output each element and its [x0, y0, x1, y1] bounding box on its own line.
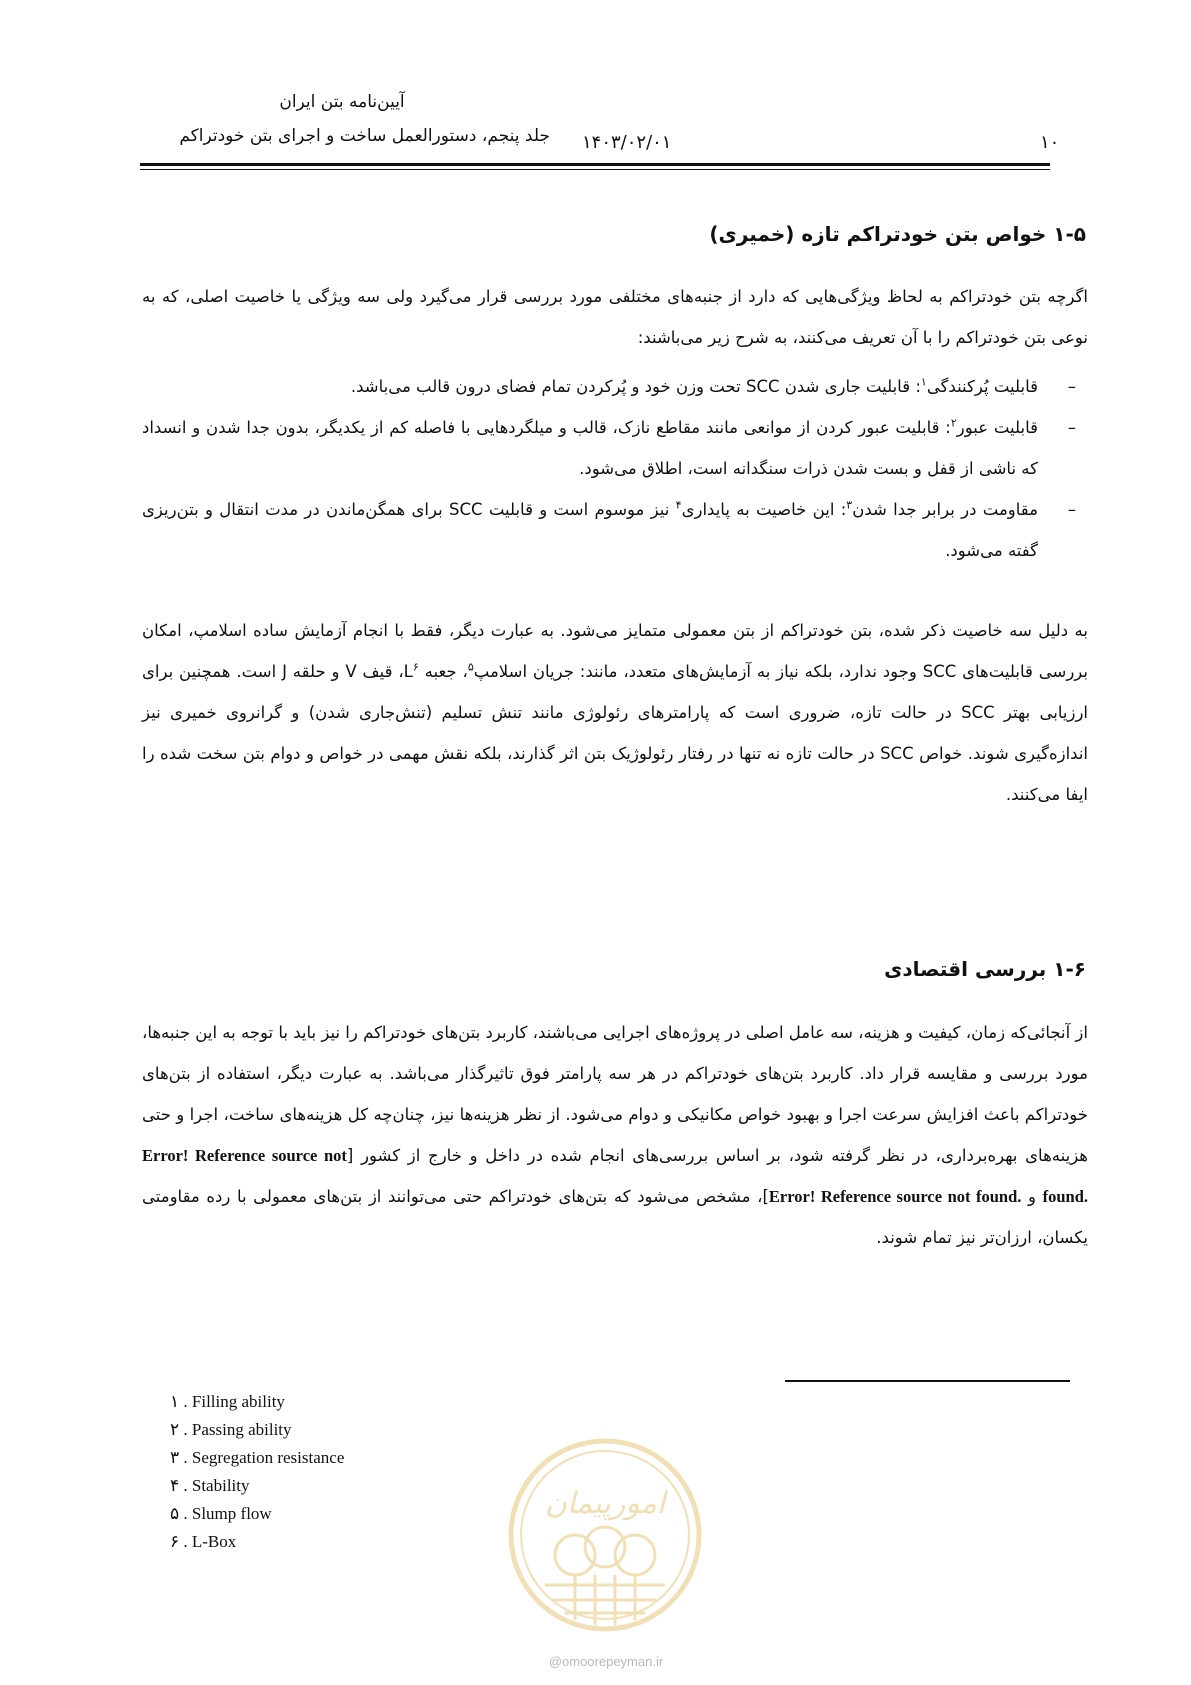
footnote-ref[interactable]: ۲	[950, 416, 957, 430]
revision-date: ۱۴۰۳/۰۲/۰۱	[582, 132, 672, 153]
paragraph-text: از آنجائی‌که زمان، کیفیت و هزینه، سه عامل اصلی در پروژه‌های اجرایی می‌باشند، کاربرد بتن‌های خودتراکم را نیز باید با توجه به این جنبه‌ها، مورد بررسی و مقایسه قرار داد. کاربرد بتن‌های خودتراکم در هر سه پارامتر فوق تاثیرگذار می‌باشد. به عبارت دیگر، استفاده از بتن‌های خودتراکم باعث افزایش سرعت اجرا و بهبود خواص مکانیکی و دوام می‌شود. از نظر هزینه‌ها نیز، چنان‌چه کل هزینه‌های ساخت، اجرا و حتی هزینه‌های بهره‌برداری، در نظر گرفته شود، بر اساس بررسی‌های انجام شده در داخل و خارج از کشور [	[142, 1023, 1089, 1165]
scc-tests-paragraph	[142, 610, 1088, 815]
paragraph-text: به دلیل سه خاصیت ذکر شده، بتن خودتراکم از بتن معمولی متمایز می‌شود. به عبارت دیگر، فقط با انجام آزمایش ساده اسلامپ، امکان بررسی قابلیت‌های SCC وجود ندارد، بلکه نیاز به آزمایش‌های متعدد، مانند: جریان اسلامپ	[142, 621, 1088, 681]
book-title: آیین‌نامه بتن ایران	[279, 92, 405, 112]
footnote-item: ٢ . Passing ability	[170, 1420, 292, 1439]
watermark-url: @omoorepeyman.ir	[548, 1654, 664, 1669]
footnote-ref[interactable]: ۶	[412, 660, 419, 674]
section-heading-fresh-properties: ۱-۵ خواص بتن خودتراکم تازه (خمیری)	[709, 222, 1086, 246]
footnote-item: ۵ . Slump flow	[170, 1504, 272, 1523]
conjunction: و	[1021, 1187, 1043, 1206]
footnote-ref[interactable]: ۴	[675, 498, 682, 512]
reference-error[interactable]: Error! Reference source not found.	[142, 1146, 1088, 1206]
footnote-item: ۴ . Stability	[170, 1476, 250, 1495]
list-item	[142, 407, 1088, 489]
header-rule-thin	[140, 169, 1050, 170]
header-rule-thick	[140, 163, 1050, 166]
list-item	[142, 366, 1088, 407]
footnote-item: ٣ . Segregation resistance	[170, 1448, 345, 1467]
footnote-list	[170, 1388, 344, 1556]
paragraph-text: ، قیف V و حلقه J است. همچنین برای ارزیابی بهتر SCC در حالت تازه، ضروری است که پارامترهای رئولوژی مانند تنش تسلیم (تنش‌جاری شدن) و گرانروی خمیری نیز اندازه‌گیری شوند. خواص SCC در حالت تازه نه تنها در رفتار رئولوژیک بتن اثر گذارند، بلکه نقش مهمی در خواص و دوام بتن سخت شده را ایفا می‌کنند.	[142, 662, 1088, 804]
property-list	[142, 366, 1088, 571]
bullet-text: : این خاصیت به پایداری	[681, 500, 847, 519]
bullet-term: مقاومت در برابر جدا شدن	[852, 500, 1038, 519]
paragraph-text: ]، مشخص می‌شود که بتن‌های خودتراکم حتی می‌توانند از بتن‌های معمولی با رده مقاومتی یکسان، ارزان‌تر نیز تمام شوند.	[142, 1187, 1088, 1247]
footnote-ref[interactable]: ۱	[920, 375, 927, 389]
footnote-separator	[785, 1380, 1070, 1382]
section-heading-economic-review: ۱-۶ بررسی اقتصادی	[884, 957, 1086, 981]
bullet-term: قابلیت عبور	[956, 418, 1038, 437]
footnote-ref[interactable]: ۳	[846, 498, 853, 512]
reference-error[interactable]: Error! Reference source not found.	[768, 1187, 1022, 1206]
footnote-item: ١ . Filling ability	[170, 1392, 285, 1411]
list-item	[142, 489, 1088, 571]
watermark-seal-icon	[505, 1435, 705, 1635]
paragraph-text: ، جعبه L	[403, 662, 468, 681]
bullet-text: : قابلیت جاری شدن SCC تحت وزن خود و پُرکردن تمام فضای درون قالب می‌باشد.	[350, 377, 921, 396]
bullet-text: : قابلیت عبور کردن از موانعی مانند مقاطع نازک، قالب و میلگردهایی با فاصله کم از یکدیگر، بدون جدا شدن و انسداد که ناشی از قفل و بست شدن ذرات سنگدانه است، اطلاق می‌شود.	[142, 418, 1038, 478]
footnote-item: ۶ . L-Box	[170, 1532, 237, 1551]
intro-text: اگرچه بتن خودتراکم به لحاظ ویژگی‌هایی که دارد از جنبه‌های مختلفی مورد بررسی قرار می‌گیرد ولی سه ویژگی یا خاصیت اصلی، که به نوعی بتن خودتراکم را با آن تعریف می‌کنند، به شرح زیر می‌باشند:	[142, 287, 1088, 347]
footnote-ref[interactable]: ۵	[467, 660, 474, 674]
economic-paragraph	[142, 1012, 1088, 1258]
page-number: ۱۰	[1040, 132, 1060, 153]
bullet-text: نیز موسوم است و قابلیت SCC برای همگن‌ماندن در مدت انتقال و بتن‌ریزی گفته می‌شود.	[142, 500, 1038, 560]
volume-title: جلد پنجم، دستورالعمل ساخت و اجرای بتن خودتراکم	[179, 126, 550, 146]
bullet-term: قابلیت پُرکنندگی	[926, 377, 1038, 396]
intro-paragraph	[142, 276, 1088, 358]
seal-text: امورپیمان	[544, 1486, 666, 1521]
